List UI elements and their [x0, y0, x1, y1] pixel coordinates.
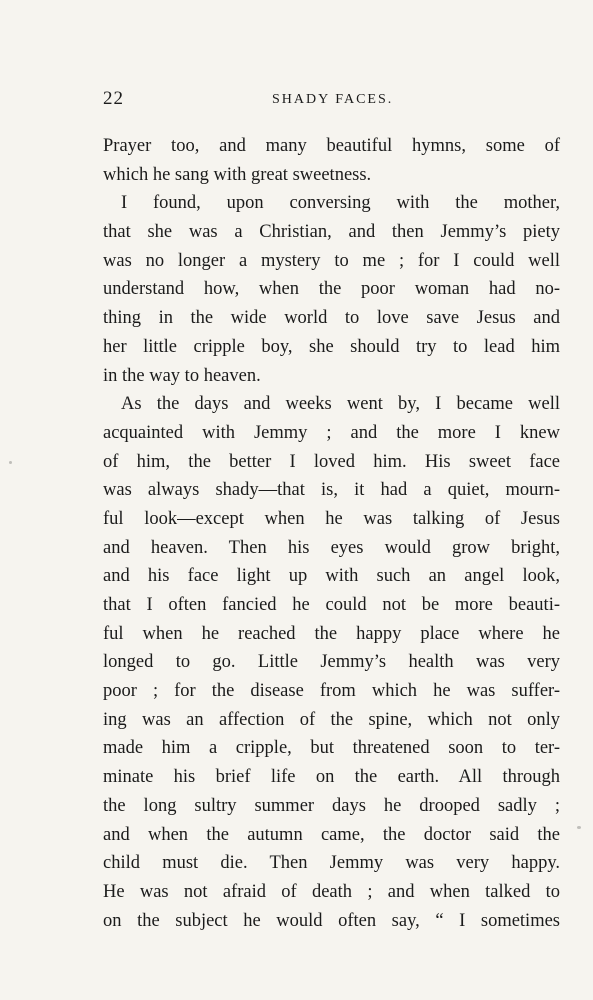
page-number: 22 — [103, 88, 124, 109]
text-line: Prayer too, and many beautiful hymns, some of — [103, 136, 560, 156]
text-line: ful look—except when he was talking of Jesus — [103, 508, 560, 529]
text-line: the long sultry summer days he drooped sadly ; — [103, 795, 560, 816]
text-line: thing in the wide world to love save Jesus and — [103, 308, 560, 329]
text-line: of him, the better I loved him. His sweet face — [103, 451, 560, 472]
body-text — [103, 132, 560, 935]
paragraph-3 — [103, 390, 560, 935]
running-head: SHADY FACES. — [272, 92, 394, 107]
text-line: minate his brief life on the earth. All through — [103, 767, 560, 788]
paragraph-1 — [103, 132, 560, 189]
text-line: I found, upon conversing with the mother, — [121, 193, 560, 214]
text-line: was always shady—that is, it had a quiet, mourn- — [103, 480, 560, 501]
text-line: understand how, when the poor woman had no- — [103, 279, 560, 300]
text-line: that she was a Christian, and then Jemmy’s piety — [103, 222, 560, 243]
text-line: and when the autumn came, the doctor said the — [103, 824, 560, 845]
text-line: that I often fancied he could not be more beauti- — [103, 595, 560, 615]
text-line: on the subject he would often say, “ I sometimes — [103, 910, 560, 931]
text-line: child must die. Then Jemmy was very happy. — [103, 853, 560, 874]
paragraph-2 — [103, 189, 560, 390]
text-line: and heaven. Then his eyes would grow bright, — [103, 537, 560, 558]
text-line: which he sang with great sweetness. — [103, 164, 372, 185]
print-speck — [9, 461, 12, 464]
text-line: ing was an affection of the spine, which not only — [103, 709, 560, 730]
page-header — [103, 88, 560, 118]
text-line: ful when he reached the happy place where he — [103, 623, 560, 644]
print-speck — [577, 826, 581, 829]
text-line: made him a cripple, but threatened soon to ter- — [103, 738, 560, 759]
text-line: in the way to heaven. — [103, 365, 261, 386]
text-line: was no longer a mystery to me ; for I could well — [103, 250, 560, 271]
text-line: poor ; for the disease from which he was suffer- — [103, 681, 560, 702]
text-line: and his face light up with such an angel look, — [103, 566, 560, 587]
text-line: He was not afraid of death ; and when talked to — [103, 881, 560, 902]
text-line: her little cripple boy, she should try to lead him — [103, 336, 560, 357]
text-line: As the days and weeks went by, I became well — [121, 394, 560, 415]
text-line: acquainted with Jemmy ; and the more I knew — [103, 422, 560, 443]
text-line: longed to go. Little Jemmy’s health was very — [103, 652, 560, 673]
